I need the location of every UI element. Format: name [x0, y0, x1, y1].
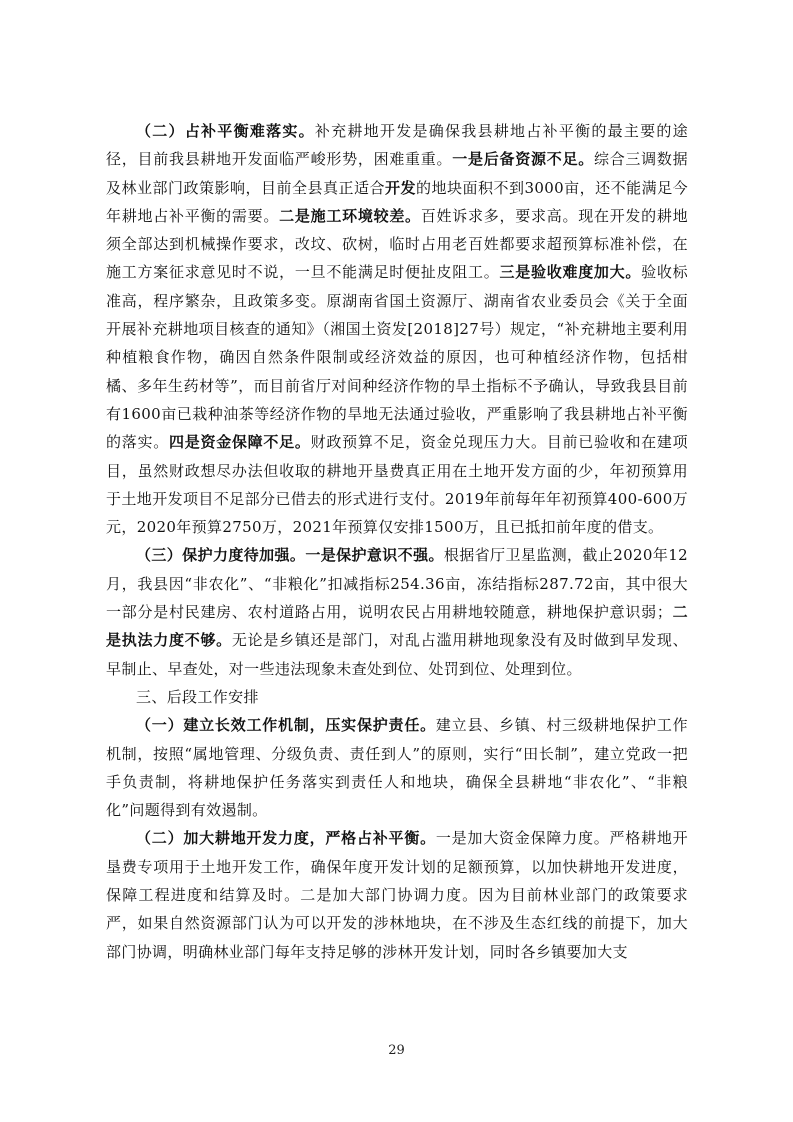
bold-run: 开发	[384, 178, 416, 197]
text-run: 验收标准高，程序繁杂，且政策多变。原湖南省国土资源厅、湖南省农业委员会《关于全面开展补充耕地项目核查的通知》（湘国土资发[2018]27号）规定，“补充耕地主要利用种植粮食作物，确因自然条件限制或经济效益的原因，也可种植经济作物，包括柑橘、多年生药材等”，而目前省厅对间种经济作物的旱土指标不予确认，导致我县目前有1600亩已栽种油茶等经济作物的旱地无法通过验收，严重影响了我县耕地占补平衡的落实。	[106, 263, 688, 452]
body-text	[106, 117, 688, 966]
text-run: 综合三调数据及林业部门政策影响，目前全县真正适合	[106, 150, 689, 197]
text-run: 三、后段工作安排	[136, 687, 259, 706]
section-heading-next-steps	[106, 683, 688, 711]
bold-run: （一）建立长效工作机制，压实保护责任。	[136, 716, 436, 735]
bold-run: （二）占补平衡难落实。	[136, 122, 315, 140]
paragraph-supplementary-balance	[106, 117, 688, 541]
text-run: 补充耕地开发是确保我县耕地占补平衡的最主要的途径，目前我县耕地开发面临严峻形势，困难重重。	[106, 122, 688, 169]
bold-run: （二）加大耕地开发力度，严格占补平衡。	[136, 829, 436, 848]
text-run: 无论是乡镇还是部门，对乱占滥用耕地现象没有及时做到早发现、早制止、早查处，对一些违法现象未查处到位、处罚到位、处理到位。	[106, 631, 688, 678]
bold-run: 四是资金保障不足。	[168, 433, 311, 452]
text-run: 财政预算不足，资金兑现压力大。目前已验收和在建项目，虽然财政想尽办法但收取的耕地开垦费真正用在土地开发方面的少，年初预算用于土地开发项目不足部分已借去的形式进行支付。2019年前每年年初预算400-600万元，2020年预算2750万，2021年预算仅安排1500万，且已抵扣前年度的借支。	[106, 433, 689, 537]
text-run: 建立县、乡镇、村三级耕地保护工作机制，按照“属地管理、分级负责、责任到人”的原则，实行“田长制”，建立党政一把手负责制，将耕地保护任务落实到责任人和地块，确保全县耕地“非农化”、“非粮化”问题得到有效遏制。	[106, 716, 688, 820]
paragraph-protection-strength	[106, 541, 688, 682]
page-number: 29	[388, 1043, 405, 1058]
bold-run: 一是后备资源不足。	[452, 150, 594, 169]
bold-run: 二是执法力度不够。	[106, 603, 688, 650]
bold-run: 三是验收难度加大。	[499, 263, 642, 282]
text-run: 根据省厅卫星监测，截止2020年12月，我县因“非农化”、“非粮化”扣减指标254.36亩，冻结指标287.72亩，其中很大一部分是村民建房、农村道路占用，说明农民占用耕地较随意，耕地保护意识弱；	[106, 546, 688, 622]
bold-run: 一是保护意识不强。	[305, 546, 444, 565]
bold-run: 二是施工环境较差。	[279, 206, 421, 225]
paragraph-land-development	[106, 824, 688, 965]
text-run: 的地块面积不到3000亩，还不能满足今年耕地占补平衡的需要。	[106, 178, 689, 225]
text-run: 一是加大资金保障力度。严格耕地开垦费专项用于土地开发工作，确保年度开发计划的足额预算，以加快耕地开发进度，保障工程进度和结算及时。二是加大部门协调力度。因为目前林业部门的政策要求严，如果自然资源部门认为可以开发的涉林地块，在不涉及生态红线的前提下，加大部门协调，明确林业部门每年支持足够的涉林开发计划，同时各乡镇要加大支	[106, 829, 688, 961]
bold-run: （三）保护力度待加强。	[136, 546, 306, 565]
paragraph-long-term-mechanism	[106, 711, 688, 824]
text-run: 百姓诉求多，要求高。现在开发的耕地须全部达到机械操作要求，改坟、砍树，临时占用老百姓都要求超预算标准补偿，在施工方案征求意见时不说，一旦不能满足时便扯皮阻工。	[106, 206, 689, 282]
